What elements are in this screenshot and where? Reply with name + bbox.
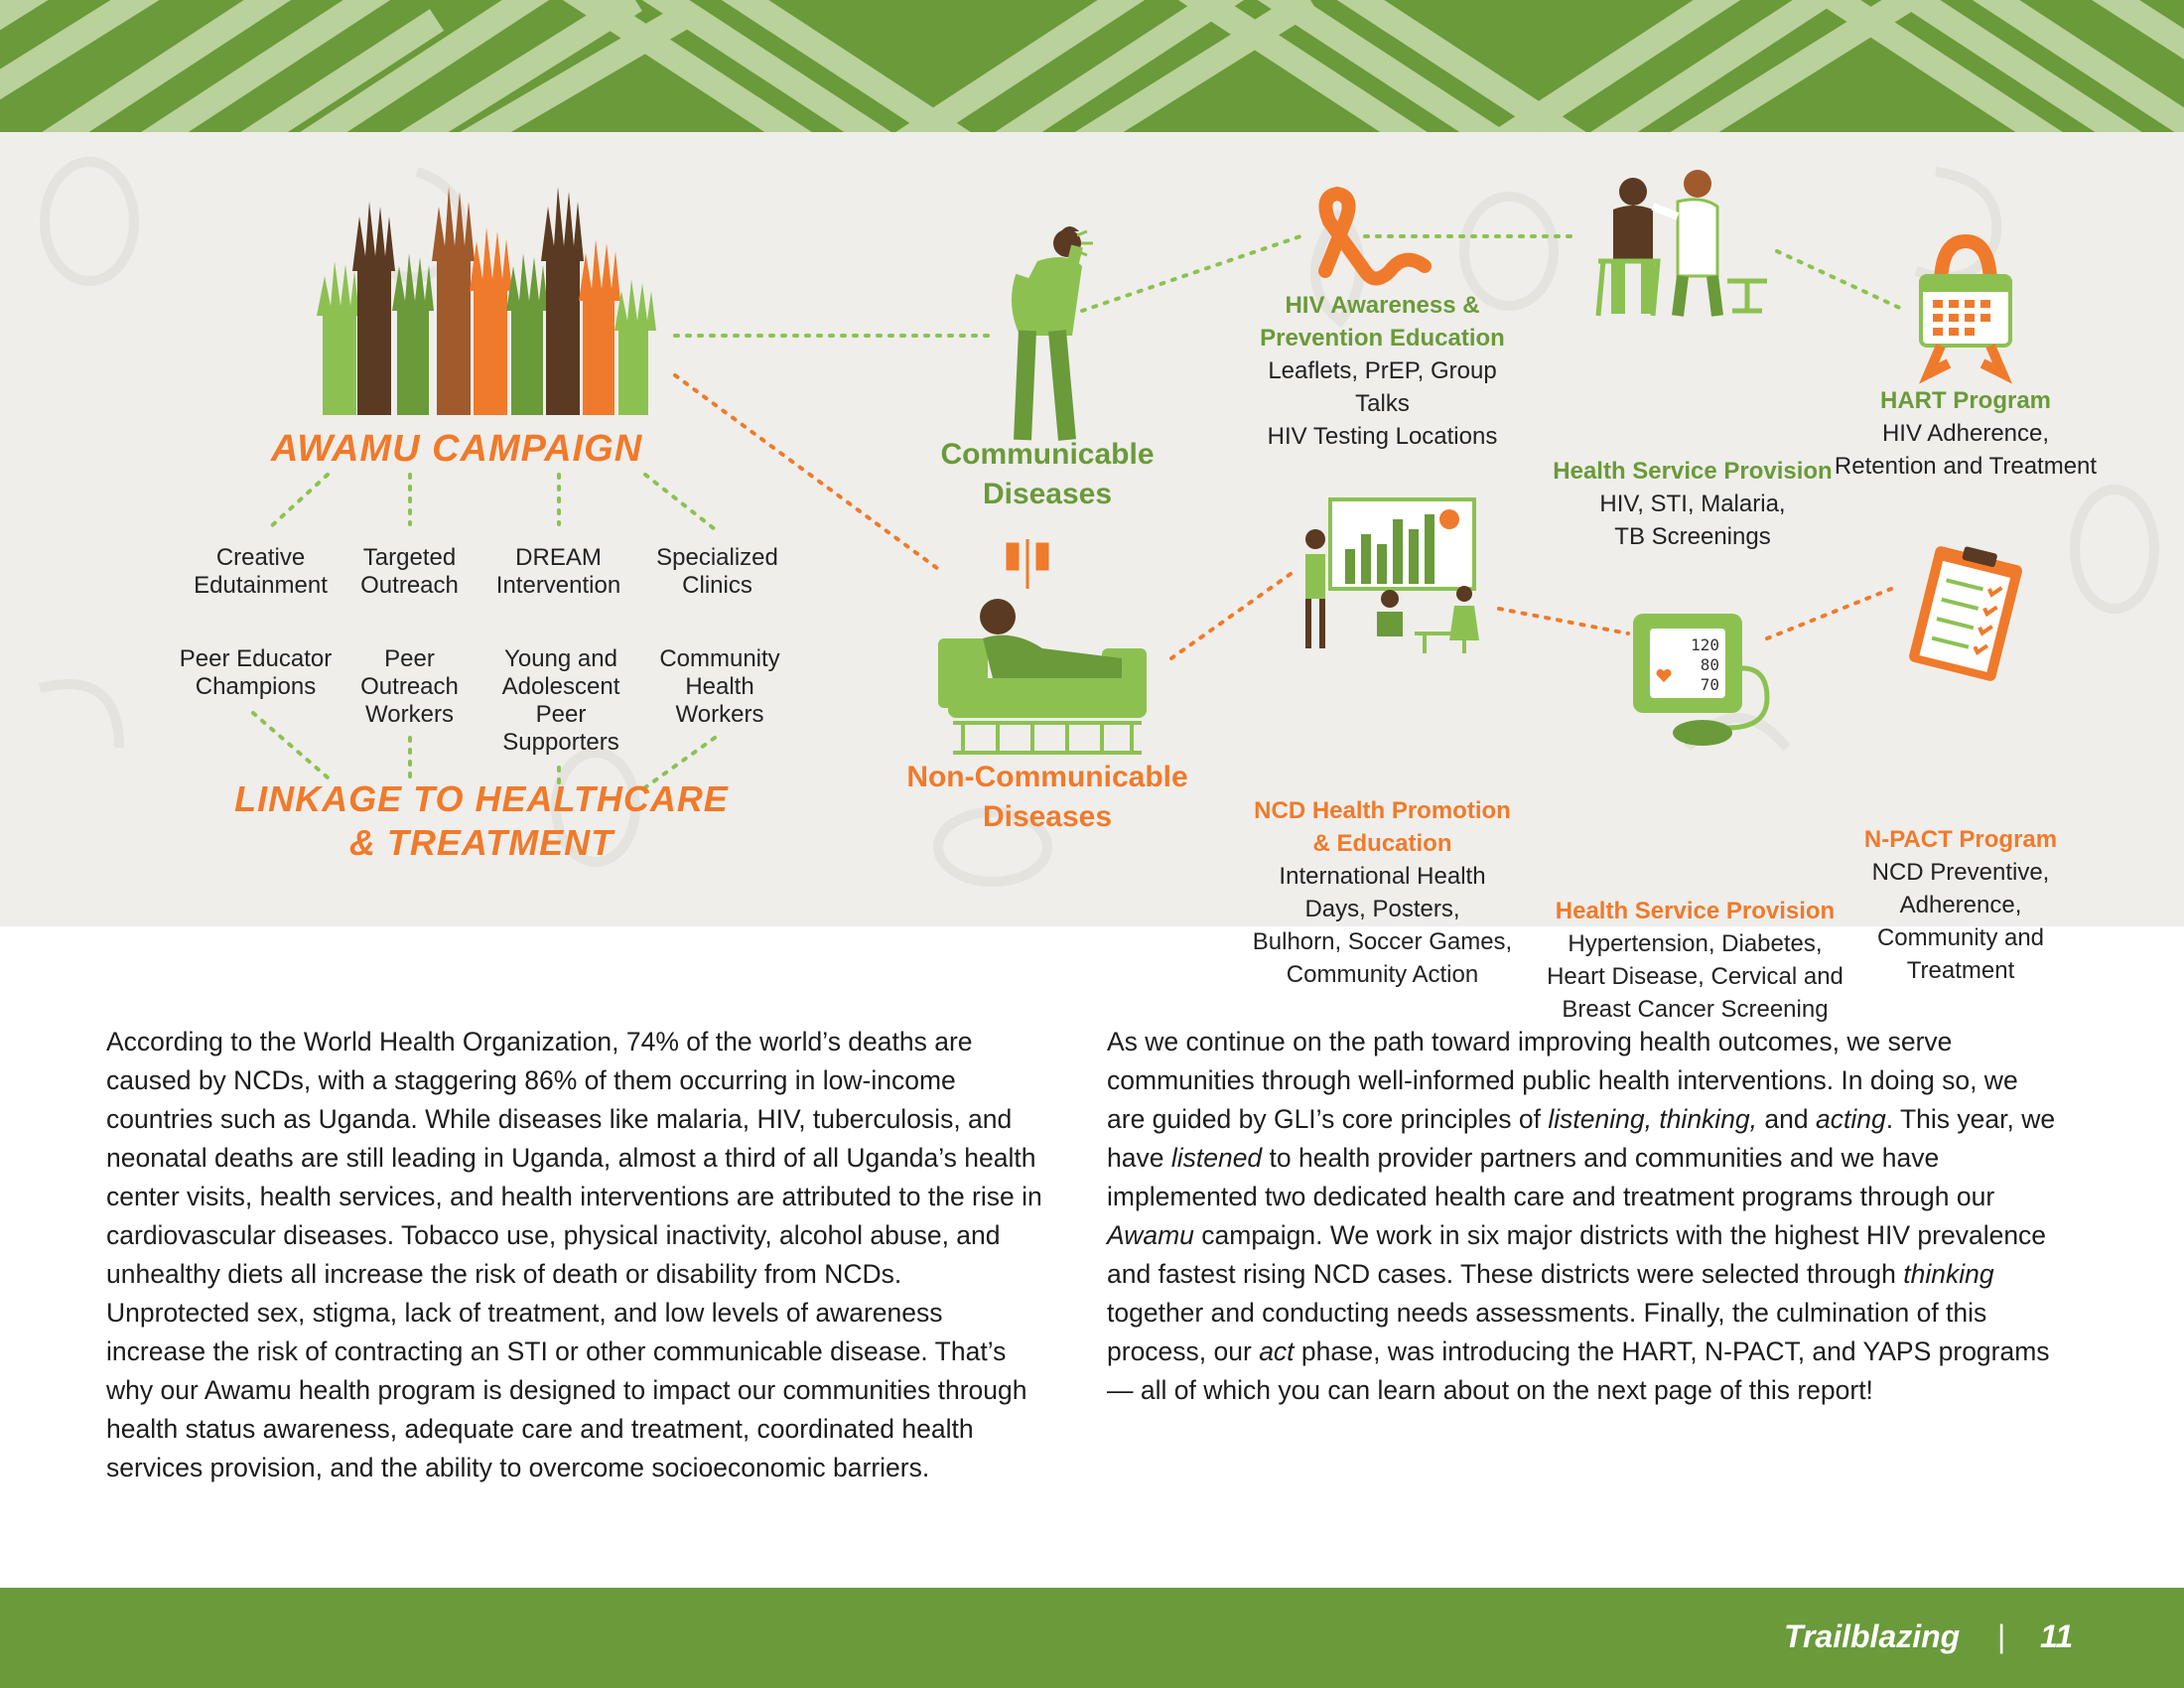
emphasis-text: acting <box>1815 1104 1886 1134</box>
item-line: Specialized <box>656 544 778 571</box>
campaign-item-peer-outreach-workers <box>347 645 472 729</box>
disease-title-line: Diseases <box>982 478 1113 510</box>
disease-title-line: Non-Communicable <box>906 761 1188 793</box>
campaign-item-targeted-outreach <box>342 544 477 600</box>
body-text-run: and <box>1757 1104 1816 1134</box>
hiv-education-desc-line: HIV Testing Locations <box>1267 423 1498 450</box>
item-line: Champions <box>195 673 317 700</box>
item-line: Workers <box>365 701 454 728</box>
ncd-promotion-title-line: NCD Health Promotion <box>1254 797 1511 824</box>
npact-program-desc-line: Treatment <box>1906 957 2015 984</box>
hiv-education-title-line: HIV Awareness & <box>1285 292 1480 319</box>
item-line: Peer Educator <box>179 645 333 672</box>
ncd-service-desc-line: Hypertension, Diabetes, <box>1568 930 1823 957</box>
hart-program-title: HART Program <box>1879 387 2052 414</box>
item-line: Edutainment <box>194 572 328 599</box>
item-line: Health <box>685 673 754 700</box>
item-line: Young and <box>504 645 617 672</box>
bp-systolic: 120 <box>1691 635 1719 654</box>
disease-title-line: Communicable <box>940 438 1155 471</box>
ncd-promotion-desc-line: Days, Posters, <box>1304 896 1460 922</box>
body-right-paragraph <box>1107 1023 2060 1410</box>
item-line: Clinics <box>682 572 752 599</box>
campaign-item-creative-edutainment <box>169 544 352 600</box>
hart-program-desc-line: HIV Adherence, <box>1881 420 2050 447</box>
body-text-run: As we continue on the path toward improving health outcomes, we serve communities through well-informed public health interventions. In doing so, we are guided by GLI’s core principles of <box>1107 1027 2018 1134</box>
linkage-title <box>184 777 779 865</box>
item-line: Targeted <box>362 544 457 571</box>
emphasis-text: act <box>1259 1336 1295 1366</box>
noncommunicable-diseases-title <box>874 758 1221 837</box>
communicable-service-block <box>1549 455 1837 553</box>
stripe-pattern-graphic <box>0 0 2184 132</box>
npact-program-title: N-PACT Program <box>1863 826 2058 853</box>
emphasis-text: thinking <box>1903 1259 1994 1289</box>
npact-program-desc-line: NCD Preventive, <box>1871 859 2050 886</box>
item-line: Peer <box>384 645 435 672</box>
communicable-service-title: Health Service Provision <box>1553 458 1833 485</box>
npact-program-block <box>1827 823 2095 987</box>
item-line: Intervention <box>495 572 621 599</box>
footer-page-number: 11 <box>2040 1618 2074 1654</box>
emphasis-text: listening, thinking, <box>1548 1104 1758 1134</box>
item-line: Community <box>659 645 780 672</box>
bp-diastolic: 80 <box>1700 655 1719 674</box>
body-text-run: to health provider partners and communities and we have implemented two dedicated health care and treatment programs through our <box>1107 1143 1995 1211</box>
ncd-service-desc-line: Breast Cancer Screening <box>1562 996 1829 1023</box>
body-text-run: campaign. We work in six major districts with the highest HIV prevalence and fastest rising NCD cases. These districts were selected through <box>1107 1220 2047 1289</box>
npact-program-desc-line: Community and <box>1876 924 2045 951</box>
coughing-person-icon <box>978 221 1107 445</box>
linkage-title-line: & TREATMENT <box>348 822 614 863</box>
campaign-item-peer-educator-champions <box>164 645 347 701</box>
campaign-item-young-adolescent-peer-supporters <box>481 645 640 757</box>
disease-title-line: Diseases <box>982 800 1113 833</box>
hiv-education-title-line: Prevention Education <box>1260 325 1505 352</box>
campaign-item-community-health-workers <box>645 645 794 729</box>
ncd-service-title: Health Service Provision <box>1555 898 1836 924</box>
ncd-promotion-block <box>1246 794 1519 991</box>
emphasis-text: Awamu <box>1107 1220 1194 1250</box>
footer-separator: | <box>1997 1618 2006 1654</box>
body-text-run: together and conducting needs assessments. Finally, the culmination of this process, our <box>1107 1298 1987 1366</box>
npact-clipboard-icon <box>1901 544 2030 683</box>
hart-program-desc-line: Retention and Treatment <box>1834 453 2098 480</box>
linkage-title-line: LINKAGE TO HEALTHCARE <box>234 778 729 819</box>
hiv-education-desc-line: Leaflets, PrEP, Group Talks <box>1268 357 1497 417</box>
doctor-patient-icon <box>1588 162 1772 321</box>
item-line: Supporters <box>502 729 619 756</box>
ncd-promotion-title-line: & Education <box>1312 830 1452 857</box>
hospital-bed-icon <box>938 539 1157 763</box>
item-line: Adolescent <box>501 673 620 700</box>
body-text-run: . This year, we have <box>1107 1104 2056 1173</box>
item-line: Peer <box>535 701 587 728</box>
presentation-chart-icon <box>1296 494 1484 653</box>
top-stripe-banner <box>0 0 2184 132</box>
npact-program-desc-line: Adherence, <box>1899 892 2022 918</box>
bp-pulse: 70 <box>1700 675 1719 694</box>
item-line: Creative <box>215 544 306 571</box>
hart-calendar-icon <box>1911 236 2020 375</box>
body-left-paragraph: According to the World Health Organization, 74% of the world’s deaths are caused by NCDs, with a staggering 86% of them occurring in low-income countries such as Uganda. While diseases like malaria, HIV, tuberculosis, and neonatal deaths are still leading in Uganda, almost a third of all Uganda’s health center visits, health services, and health interventions are attributed to the rise in cardiovascular diseases. Tobacco use, physical inactivity, alcohol abuse, and unhealthy diets all increase the risk of death or disability from NCDs. Unprotected sex, stigma, lack of treatment, and low levels of awareness increase the risk of contracting an STI or other communicable disease. That’s why our Awamu health program is designed to impact our communities through health status awareness, adequate care and treatment, coordinated health services provision, and the ability to overcome socioeconomic barriers. <box>106 1027 1042 1482</box>
ncd-promotion-desc-line: Bulhorn, Soccer Games, <box>1252 928 1513 955</box>
item-line: Workers <box>675 701 764 728</box>
awamu-campaign-title: AWAMU CAMPAIGN <box>270 428 643 470</box>
emphasis-text: listened <box>1170 1143 1263 1173</box>
raised-hands-icon <box>303 187 660 415</box>
communicable-diseases-title <box>908 435 1186 514</box>
hiv-ribbon-icon <box>1291 192 1439 291</box>
ncd-promotion-desc-line: International Health <box>1279 863 1486 890</box>
communicable-service-desc-line: HIV, STI, Malaria, <box>1599 491 1786 517</box>
communicable-service-desc-line: TB Screenings <box>1614 523 1771 550</box>
item-line: DREAM <box>515 544 602 571</box>
item-line: Outreach <box>360 673 459 700</box>
campaign-item-specialized-clinics <box>640 544 794 600</box>
infographic-panel <box>0 132 2184 1023</box>
ncd-service-desc-line: Heart Disease, Cervical and <box>1547 963 1843 990</box>
ncd-service-block <box>1534 895 1856 1026</box>
blood-pressure-monitor-icon <box>1628 609 1777 748</box>
item-line: Outreach <box>360 572 459 599</box>
campaign-item-dream-intervention <box>481 544 635 600</box>
hiv-education-block <box>1246 289 1519 453</box>
body-text-run: phase, was introducing the HART, N-PACT, and YAPS programs — all of which you can learn about on the next page of this report! <box>1107 1336 2050 1405</box>
hart-program-block <box>1807 384 2124 483</box>
footer-section-title: Trailblazing <box>1784 1618 1961 1654</box>
ncd-promotion-desc-line: Community Action <box>1286 961 1479 988</box>
